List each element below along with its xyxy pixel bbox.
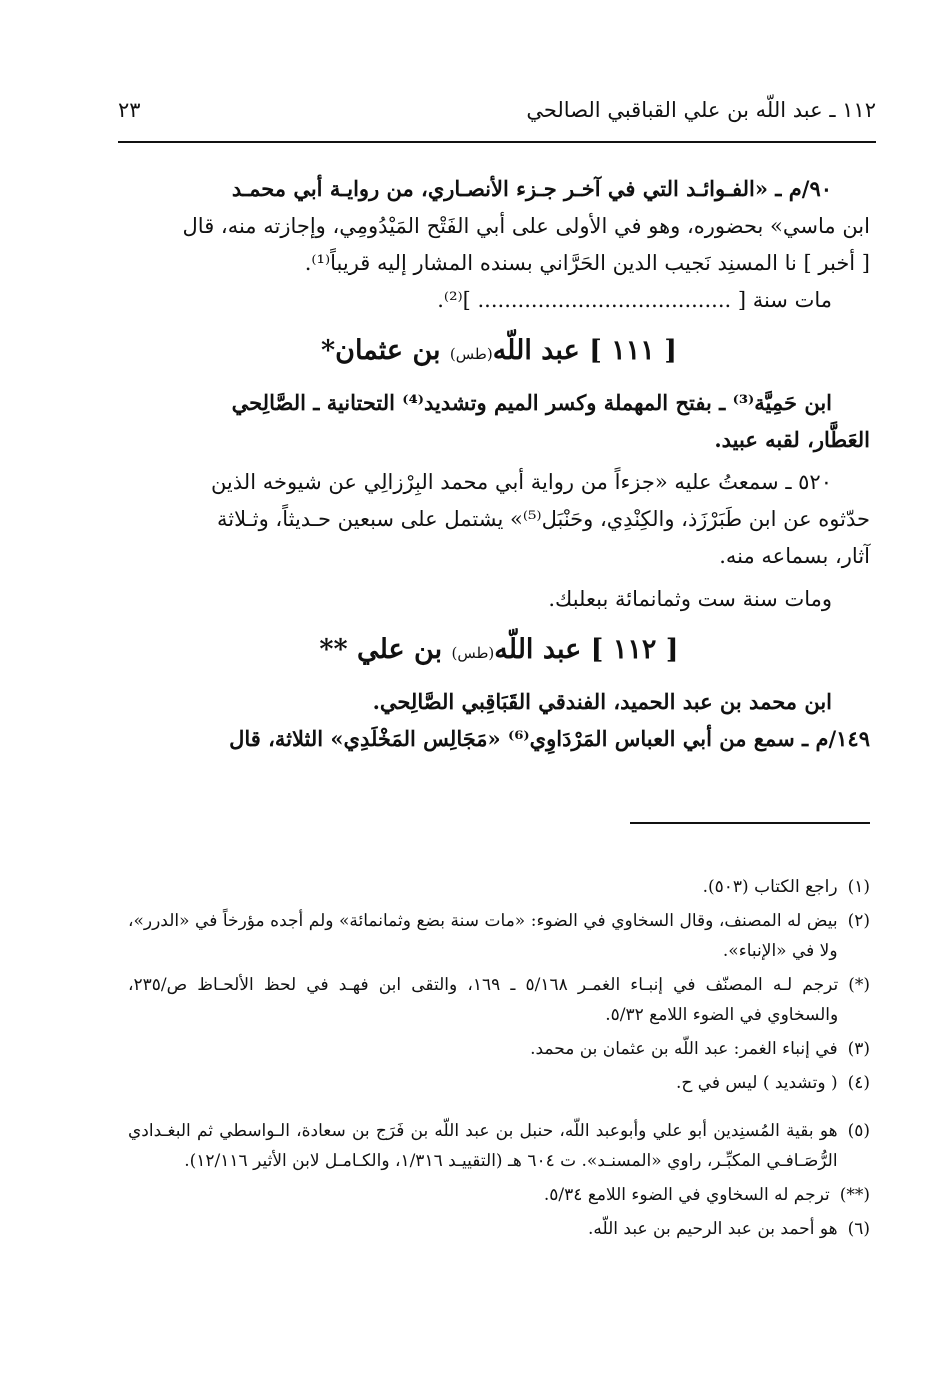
entry-90-line-3: [ أخبر ] نا المسنِد نَجيب الدين الحَرَّاني بسنده المشار إليه قريباً⁽¹⁾.	[304, 251, 870, 275]
footnote-key: (٤)	[847, 1073, 870, 1093]
footnote	[128, 1068, 870, 1098]
footnote-text: ( وتشديد ) ليس في ح.	[675, 1073, 838, 1093]
footnote-text: في إنباء الغمر: عبد اللّه بن عثمان بن محمد.	[530, 1039, 838, 1059]
footnote	[128, 906, 870, 966]
entry-111-line-1: ابن حَمِيَّة⁽³⁾ ـ بفتح المهملة وكسر الميم وتشديد⁽⁴⁾ التحتانية ـ الصَّالِحي	[231, 390, 832, 415]
footnote-text: هو بقية المُسنِدين أبو علي وأبوعبد اللّه، حنبل بن عبد اللّه بن فَرَج بن سعادة، الـواسطي ثم البغـدادي الرُّصَـافـي المكبِّـر، راوي «المسنـد». ت ٦٠٤ هـ (التقييـد ١/٣١٦، والكـامـل لابن الأثير ١٢/١١٦).	[128, 1121, 838, 1171]
page-number: ٢٣	[118, 98, 141, 122]
footnote-key: (٢)	[847, 911, 870, 931]
entry-90-line-4: مات سنة [ ...................................... ]⁽²⁾.	[437, 288, 832, 312]
entry-520-line-1: ٥٢٠ ـ سمعتُ عليه «جزءاً من رواية أبي محمد البِرْزالِي عن شيوخه الذين	[210, 470, 832, 494]
footnote-rule	[630, 822, 870, 824]
entry-111-lineage	[128, 384, 870, 458]
footnote-key: (*)	[848, 975, 870, 995]
entry-112	[128, 683, 870, 757]
biography-heading-112	[128, 630, 870, 673]
entry-111-death: ومات سنة ست وثمانمائة ببعلبك.	[548, 587, 832, 611]
footnote-key: (٥)	[847, 1121, 870, 1141]
footnote-key: (٣)	[847, 1039, 870, 1059]
footnote-key: (**)	[839, 1185, 870, 1205]
header-title: ١١٢ ـ عبد اللّه بن علي القباقبي الصالحي	[526, 98, 876, 122]
footnote-gap	[128, 1102, 870, 1116]
entry-90-line-1: ٩٠/م ـ «الفـوائـد التي في آخـر جـزء الأنصـاري، من روايـة أبي محمـد	[231, 176, 832, 201]
heading-112-rest: بن علي **	[319, 634, 443, 665]
footnote-key: (٦)	[847, 1219, 870, 1239]
entry-112-line-1: ابن محمد بن عبد الحميد، الفندقي القَبَاقِبي الصَّالِحي.	[372, 689, 832, 714]
footnote-text: ترجم لـه المصنّف في إنبـاء الغمـر ٥/١٦٨ ـ ١٦٩، والتقى ابن فهـد في لحظ الألحـاظ ص/٢٣٥، والسخاوي في الضوء اللامع ٥/٣٢.	[128, 975, 839, 1025]
heading-112-name: عبد اللّه	[494, 634, 582, 665]
entry-112-line-2: ١٤٩/م ـ سمع من أبي العباس المَرْدَاوِي⁽⁶⁾ «مَجَالِس المَخْلَدِي» الثلاثة، قال	[229, 726, 870, 751]
entry-520-line-2: حدّثوه عن ابن طَبَرْزَذ، والكِنْدِي، وحَنْبَل⁽⁵⁾» يشتمل على سبعين حـديثاً، وثـلاثة	[216, 507, 870, 531]
entry-520-line-3: آثار، بسماعه منه.	[719, 544, 870, 568]
footnotes	[128, 872, 870, 1248]
footnote	[128, 1034, 870, 1064]
entry-90-line-2: ابن ماسي» بحضوره، وهو في الأولى على أبي الفَتْح المَيْدُومِي، وإجازته منه، قال	[182, 214, 870, 238]
footnote-key: (١)	[847, 877, 870, 897]
entry-111-line-2: العَطَّار، لقبه عبيد.	[714, 427, 870, 452]
header-rule	[118, 141, 876, 143]
heading-111-mark: (طس)	[449, 345, 493, 363]
entry-520	[128, 464, 870, 575]
footnote-text: راجع الكتاب (٥٠٣).	[702, 877, 838, 897]
heading-111-rest: بن عثمان*	[321, 335, 441, 366]
footnote	[128, 1180, 870, 1210]
footnote-text: بيض له المصنف، وقال السخاوي في الضوء: «مات سنة بضع وثمانمائة» ولم أجده مؤرخاً في «الدرر»، ولا في «الإنباء».	[128, 911, 838, 961]
main-text	[128, 170, 870, 763]
running-header	[118, 96, 876, 136]
heading-112-number: [ ١١٢ ]	[590, 634, 679, 665]
heading-111-number: [ ١١١ ]	[589, 335, 677, 366]
footnote-text: ترجم له السخاوي في الضوء اللامع ٥/٣٤.	[543, 1185, 830, 1205]
footnote-text: هو أحمد بن عبد الرحيم بن عبد اللّه.	[587, 1219, 838, 1239]
biography-heading-111	[128, 331, 870, 374]
footnote	[128, 872, 870, 902]
footnote	[128, 1214, 870, 1244]
footnote	[128, 1116, 870, 1176]
heading-112-mark: (طس)	[451, 644, 495, 662]
entry-90	[128, 170, 870, 319]
footnote	[128, 970, 870, 1030]
heading-111-name: عبد اللّه	[492, 335, 580, 366]
